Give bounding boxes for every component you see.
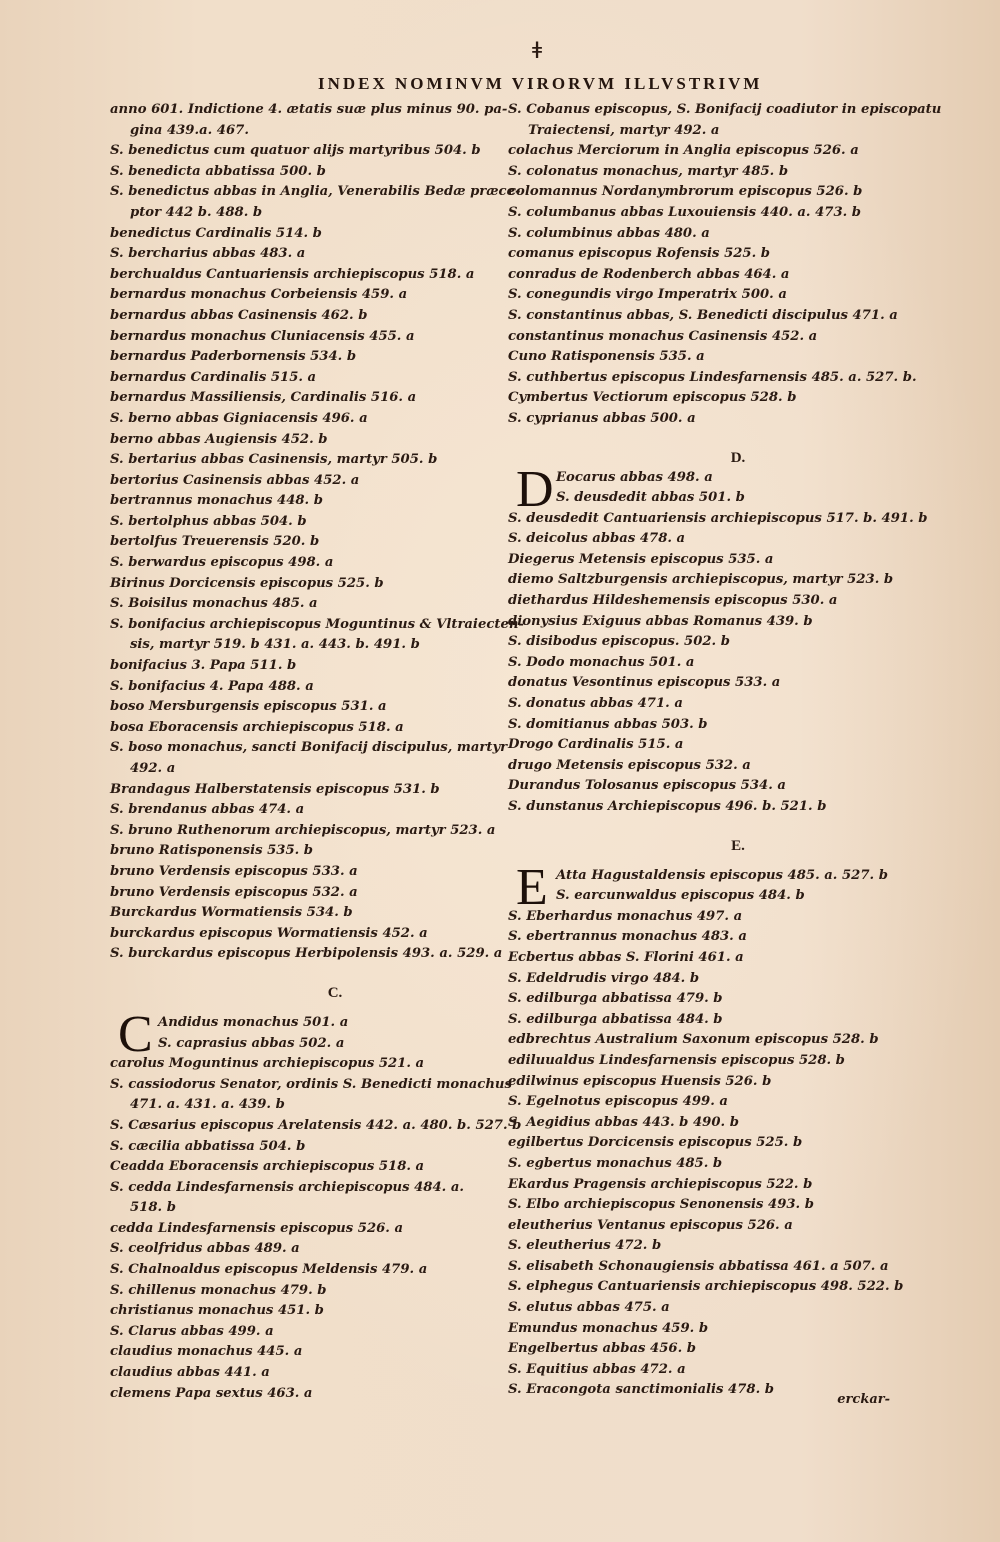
index-entry: S. disibodus episcopus. 502. b <box>508 634 730 650</box>
index-entry: S. columbanus abbas Luxouiensis 440. a. 473. b <box>508 204 862 220</box>
index-entry: S. deusdedit Cantuariensis archiepiscopus 517. b. 491. b <box>508 510 928 526</box>
index-entry: constantinus monachus Casinensis 452. a <box>508 328 818 344</box>
index-entry: S. cedda Lindesfarnensis archiepiscopus 484. a. <box>110 1179 464 1195</box>
index-entry: S. Eracongota sanctimonialis 478. b <box>508 1382 774 1398</box>
index-entry: christianus monachus 451. b <box>110 1303 324 1319</box>
index-entry: S. bonifacius 4. Papa 488. a <box>110 678 314 694</box>
index-entry: bernardus Cardinalis 515. a <box>110 369 317 385</box>
index-entry: S. Aegidius abbas 443. b 490. b <box>508 1114 739 1130</box>
index-entry: egilbertus Dorcicensis episcopus 525. b <box>508 1135 803 1151</box>
index-entry: bruno Verdensis episcopus 533. a <box>110 863 358 879</box>
entries-c-continued <box>508 100 942 430</box>
index-entry: burckardus episcopus Wormatiensis 452. a <box>110 925 428 941</box>
index-entry: S. benedictus abbas in Anglia, Venerabilis Bedæ præce- <box>110 184 521 200</box>
index-entry: gina 439.a. 467. <box>130 122 249 138</box>
index-entry: S. eleutherius 472. b <box>508 1238 662 1254</box>
index-entry: berno abbas Augiensis 452. b <box>110 431 328 447</box>
index-entry: S. cuthbertus episcopus Lindesfarnensis 485. a. 527. b. <box>508 369 917 385</box>
index-entry: Diegerus Metensis episcopus 535. a <box>508 551 774 567</box>
index-entry: S. bertolphus abbas 504. b <box>110 513 307 529</box>
index-entry: 518. b <box>130 1200 176 1216</box>
index-entry: anno 601. Indictione 4. ætatis suæ plus minus 90. pa- <box>110 102 508 117</box>
index-entry: Cymbertus Vectiorum episcopus 528. b <box>508 390 797 406</box>
section-letter-d: D. <box>730 449 746 466</box>
index-entry: dionysius Exiguus abbas Romanus 439. b <box>508 613 813 629</box>
index-entry: Engelbertus abbas 456. b <box>508 1341 696 1357</box>
index-entry: colachus Merciorum in Anglia episcopus 526. a <box>508 143 859 159</box>
index-entry: edilwinus episcopus Huensis 526. b <box>508 1073 772 1089</box>
index-entry: Birinus Dorcicensis episcopus 525. b <box>110 575 384 591</box>
right-column <box>508 100 942 1401</box>
index-entry: bruno Verdensis episcopus 532. a <box>110 884 358 900</box>
index-entry: S. Equitius abbas 472. a <box>508 1361 686 1377</box>
index-entry: S. Clarus abbas 499. a <box>110 1323 274 1339</box>
index-entry: S. donatus abbas 471. a <box>508 696 683 712</box>
index-entry: bernardus monachus Cluniacensis 455. a <box>110 328 415 344</box>
catchword: erckar- <box>837 1392 890 1407</box>
index-entry: S. domitianus abbas 503. b <box>508 716 708 732</box>
index-entry: S. Cobanus episcopus, S. Bonifacij coadiutor in episcopatu <box>508 102 942 117</box>
index-entry: S. Dodo monachus 501. a <box>508 654 695 670</box>
index-entry: carolus Moguntinus archiepiscopus 521. a <box>110 1056 425 1072</box>
initial-letter-c: C <box>118 1005 153 1063</box>
index-entry: S. elphegus Cantuariensis archiepiscopus 498. 522. b <box>508 1279 904 1295</box>
initial-letter-d: D <box>516 460 554 518</box>
index-entry: S. elutus abbas 475. a <box>508 1300 670 1316</box>
index-entry: Andidus monachus 501. a <box>158 1014 349 1030</box>
index-entry: Traiectensi, martyr 492. a <box>528 122 720 138</box>
index-entry: Ekardus Pragensis archiepiscopus 522. b <box>508 1176 813 1192</box>
index-entry: claudius abbas 441. a <box>110 1365 270 1381</box>
left-column <box>110 100 524 1404</box>
index-entry: S. earcunwaldus episcopus 484. b <box>556 888 805 904</box>
index-entry: bernardus Paderbornensis 534. b <box>110 349 357 365</box>
index-entry: clemens Papa sextus 463. a <box>110 1385 313 1401</box>
index-entry: conradus de Rodenberch abbas 464. a <box>508 266 790 282</box>
index-entry: S. benedicta abbatissa 500. b <box>110 163 326 179</box>
index-entry: Drogo Cardinalis 515. a <box>508 737 684 753</box>
index-entry: boso Mersburgensis episcopus 531. a <box>110 699 387 715</box>
index-entry: S. berwardus episcopus 498. a <box>110 555 334 571</box>
signature-mark: ǂ <box>532 38 543 64</box>
index-entry: benedictus Cardinalis 514. b <box>110 225 322 241</box>
index-entry: S. bruno Ruthenorum archiepiscopus, martyr 523. a <box>110 822 496 838</box>
index-entry: Cuno Ratisponensis 535. a <box>508 349 705 365</box>
index-entry: S. deicolus abbas 478. a <box>508 531 686 547</box>
initial-letter-e: E <box>516 858 548 916</box>
index-entry: S. constantinus abbas, S. Benedicti discipulus 471. a <box>508 307 898 323</box>
index-entry: bertrannus monachus 448. b <box>110 493 323 509</box>
index-entry: S. bonifacius archiepiscopus Moguntinus & Vltraiecten- <box>110 616 524 632</box>
index-entry: S. edilburga abbatissa 484. b <box>508 1011 723 1027</box>
index-entry: S. benedictus cum quatuor alijs martyribus 504. b <box>110 143 481 159</box>
index-entry: 471. a. 431. a. 439. b <box>130 1097 285 1113</box>
index-entry: S. conegundis virgo Imperatrix 500. a <box>508 287 787 303</box>
index-entry: Eocarus abbas 498. a <box>556 469 713 485</box>
index-entry: bosa Eboracensis archiepiscopus 518. a <box>110 719 404 735</box>
index-entry: Emundus monachus 459. b <box>508 1320 709 1336</box>
entries-d <box>508 509 928 818</box>
index-entry: S. chillenus monachus 479. b <box>110 1282 327 1298</box>
index-entry: S. cyprianus abbas 500. a <box>508 410 696 426</box>
index-entry: ptor 442 b. 488. b <box>130 204 263 220</box>
index-entry: diethardus Hildeshemensis episcopus 530. a <box>508 593 838 609</box>
entries-c <box>110 1054 522 1404</box>
index-entry: edbrechtus Australium Saxonum episcopus 528. b <box>508 1032 879 1048</box>
section-letter-c: C. <box>327 984 343 1001</box>
index-entry: eleutherius Ventanus episcopus 526. a <box>508 1217 793 1233</box>
index-entry: S. cæcilia abbatissa 504. b <box>110 1138 306 1154</box>
index-entry: donatus Vesontinus episcopus 533. a <box>508 675 781 691</box>
index-entry: diemo Saltzburgensis archiepiscopus, martyr 523. b <box>508 572 894 588</box>
index-entry: S. Cæsarius episcopus Arelatensis 442. a. 480. b. 527. b <box>110 1117 522 1133</box>
index-entry: S. deusdedit abbas 501. b <box>556 490 745 506</box>
index-entry: bertolfus Treuerensis 520. b <box>110 534 320 550</box>
index-entry: S. caprasius abbas 502. a <box>158 1035 345 1051</box>
index-entry: Ecbertus abbas S. Florini 461. a <box>508 949 744 965</box>
index-entry: S. edilburga abbatissa 479. b <box>508 991 723 1007</box>
index-entry: claudius monachus 445. a <box>110 1344 303 1360</box>
index-entry: S. colonatus monachus, martyr 485. b <box>508 163 789 179</box>
index-entry: Burckardus Wormatiensis 534. b <box>110 905 353 921</box>
index-entry: 492. a <box>130 761 176 776</box>
index-entry: S. columbinus abbas 480. a <box>508 225 710 241</box>
index-entry: bruno Ratisponensis 535. b <box>110 843 314 859</box>
entries-b-continued <box>110 100 524 965</box>
running-head: INDEX NOMINVM VIRORVM ILLVSTRIVM <box>318 74 763 93</box>
index-entry: S. Chalnoaldus episcopus Meldensis 479. a <box>110 1262 428 1278</box>
index-entry: sis, martyr 519. b 431. a. 443. b. 491. b <box>130 637 420 653</box>
index-entry: S. elisabeth Schonaugiensis abbatissa 461. a 507. a <box>508 1258 889 1274</box>
index-entry: bertorius Casinensis abbas 452. a <box>110 472 360 488</box>
index-entry: S. Boisilus monachus 485. a <box>110 596 318 612</box>
index-entry: S. Eberhardus monachus 497. a <box>508 908 743 924</box>
index-entry: Ceadda Eboracensis archiepiscopus 518. a <box>110 1159 425 1175</box>
index-entry: S. burckardus episcopus Herbipolensis 493. a. 529. a <box>110 946 503 962</box>
index-entry: bernardus abbas Casinensis 462. b <box>110 307 368 323</box>
index-entry: bernardus Massiliensis, Cardinalis 516. a <box>110 390 417 406</box>
entries-e <box>508 907 908 1401</box>
section-c-start <box>110 1005 500 1063</box>
index-entry: S. dunstanus Archiepiscopus 496. b. 521. b <box>508 799 827 814</box>
index-entry: berchualdus Cantuariensis archiepiscopus 518. a <box>110 266 475 282</box>
index-entry: S. bertarius abbas Casinensis, martyr 505. b <box>110 452 438 468</box>
index-entry: S. Edeldrudis virgo 484. b <box>508 970 700 986</box>
index-entry: comanus episcopus Rofensis 525. b <box>508 246 770 262</box>
index-entry: S. Egelnotus episcopus 499. a <box>508 1094 728 1110</box>
index-entry: S. berno abbas Gigniacensis 496. a <box>110 410 368 426</box>
section-letter-e: E. <box>731 837 745 854</box>
index-entry: colomannus Nordanymbrorum episcopus 526. b <box>508 184 863 200</box>
index-entry: S. boso monachus, sancti Bonifacij discipulus, martyr <box>110 740 508 756</box>
section-d-start <box>508 460 908 518</box>
index-entry: S. ebertrannus monachus 483. a <box>508 929 747 945</box>
index-entry: drugo Metensis episcopus 532. a <box>508 757 751 773</box>
index-entry: S. bercharius abbas 483. a <box>110 246 306 262</box>
index-entry: Durandus Tolosanus episcopus 534. a <box>508 778 786 794</box>
index-entry: S. ceolfridus abbas 489. a <box>110 1241 300 1257</box>
index-entry: Atta Hagustaldensis episcopus 485. a. 527. b <box>556 867 888 883</box>
index-entry: bernardus monachus Corbeiensis 459. a <box>110 287 408 303</box>
index-entry: bonifacius 3. Papa 511. b <box>110 658 297 674</box>
index-entry: S. Elbo archiepiscopus Senonensis 493. b <box>508 1197 814 1213</box>
index-entry: Brandagus Halberstatensis episcopus 531. b <box>110 781 440 797</box>
index-entry: S. egbertus monachus 485. b <box>508 1155 723 1171</box>
index-entry: S. brendanus abbas 474. a <box>110 802 305 818</box>
index-entry: cedda Lindesfarnensis episcopus 526. a <box>110 1220 404 1236</box>
index-entry: S. cassiodorus Senator, ordinis S. Benedicti monachus <box>110 1076 512 1092</box>
index-entry: ediluualdus Lindesfarnensis episcopus 528. b <box>508 1052 845 1068</box>
